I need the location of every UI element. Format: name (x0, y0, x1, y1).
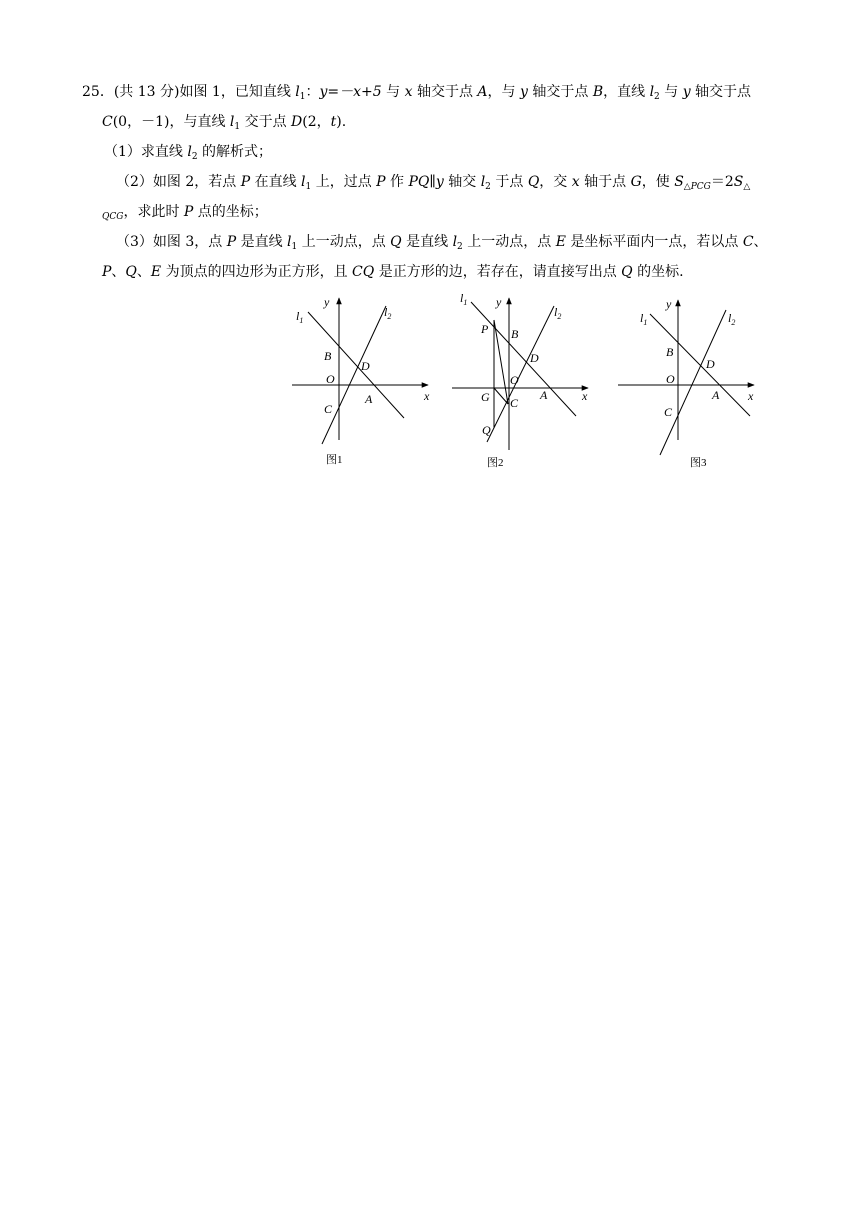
label-l1: $l_1$ (640, 311, 648, 327)
text: （3）如图 3，点 (116, 234, 227, 250)
sub-1: 1 (305, 182, 312, 192)
var-E: E (555, 234, 566, 250)
var-y: y (519, 84, 528, 100)
text: 是正方形的边，若存在，请直接写出点 (374, 264, 622, 280)
part-2-line-2 (102, 202, 268, 222)
text: 上，过点 (311, 174, 377, 190)
var-B: B (592, 84, 604, 100)
text: （2）如图 2，若点 (116, 174, 241, 190)
text: ，与 (487, 84, 520, 100)
var-G: G (630, 174, 642, 190)
label-O: O (666, 372, 675, 386)
var-l2: l (187, 144, 192, 160)
var-P: P (376, 174, 386, 190)
sub-2: 2 (457, 242, 463, 252)
var-C: C (102, 114, 113, 130)
sub-1: 1 (234, 122, 241, 132)
var-P: P (240, 174, 251, 190)
var-PQ: PQ∥y (408, 174, 444, 190)
label-D: D (361, 359, 370, 373)
label-y: y (666, 297, 672, 311)
text: 的解析式； (197, 144, 273, 160)
var-S: S (674, 174, 684, 190)
label-C: C (324, 402, 333, 416)
text: 是直线 (236, 234, 288, 250)
label-O: O (326, 372, 335, 386)
text: 于点 (490, 174, 528, 190)
question-line-2 (102, 112, 346, 132)
label-l1: $l_1$ (296, 309, 304, 325)
text: ). (336, 114, 347, 130)
part-1 (104, 142, 272, 162)
sub-triangle: △ (743, 182, 751, 192)
var-l1: l (295, 84, 300, 100)
line-l2 (487, 306, 554, 442)
var-P: P (226, 234, 237, 250)
var-l2: l (452, 234, 458, 250)
text: 、 (111, 264, 126, 280)
text: 与 (381, 84, 405, 100)
text: 轴于点 (579, 174, 631, 190)
label-A: A (712, 388, 720, 402)
var-C: C (742, 234, 754, 250)
var-y: y (682, 84, 691, 100)
sub-2: 2 (485, 182, 491, 192)
sub-2: 2 (654, 92, 660, 102)
question-number: 25 (82, 84, 100, 100)
label-x: x (748, 389, 754, 403)
label-O: O (510, 373, 519, 387)
text: 交于点 (240, 114, 292, 130)
text: 与 (659, 84, 683, 100)
text: （1）求直线 (104, 144, 188, 160)
var-l1: l (301, 174, 306, 190)
var-Q: Q (621, 264, 633, 280)
text: 轴交于点 (690, 84, 752, 100)
text: 上一动点，点 (462, 234, 556, 250)
label-P: P (481, 322, 489, 336)
label-A: A (540, 388, 548, 402)
var-D: D (291, 114, 303, 130)
part-3-line-2 (102, 262, 684, 282)
text: 、 (136, 264, 151, 280)
label-y: y (496, 295, 502, 309)
sub-1: 1 (299, 92, 306, 102)
label-B: B (511, 327, 519, 341)
var-P: P (102, 264, 112, 280)
var-S: S (733, 174, 744, 190)
text: ，交 (539, 174, 572, 190)
text: 轴交 (443, 174, 481, 190)
var-Q: Q (527, 174, 540, 190)
var-t: t (330, 114, 337, 130)
segment-PC (494, 320, 508, 404)
var-CQ: CQ (352, 264, 375, 280)
text: (2， (302, 114, 331, 130)
label-y: y (324, 295, 330, 309)
label-l2: $l_2$ (728, 311, 736, 327)
text: 点的坐标； (193, 204, 268, 220)
line-l1 (308, 312, 404, 418)
text: 上一动点，点 (297, 234, 391, 250)
text: ，使 (641, 174, 675, 190)
text: 作 (385, 174, 409, 190)
sub-2: 2 (191, 152, 198, 162)
text: 、 (753, 234, 768, 250)
label-B: B (666, 345, 674, 359)
text: 轴交于点 (412, 84, 478, 100)
equation: y=－x+5 (319, 84, 382, 100)
intro-text: 如图 1，已知直线 (179, 84, 296, 100)
text: ，直线 (603, 84, 650, 100)
label-A: A (365, 392, 373, 406)
var-l1: l (229, 114, 235, 130)
text: 轴交于点 (527, 84, 593, 100)
label-C: C (510, 396, 519, 410)
sub-1: 1 (291, 242, 298, 252)
label-l2: $l_2$ (554, 305, 562, 321)
var-Q: Q (125, 264, 137, 280)
figure-3 (618, 297, 754, 469)
text: 为顶点的四边形为正方形，且 (161, 264, 353, 280)
part-2-line-1 (116, 172, 750, 192)
var-P: P (183, 204, 194, 220)
part-3-line-1 (116, 232, 768, 252)
label-D: D (530, 351, 539, 365)
question-line-1: 25．(共 13 分)如图 1，已知直线 $l_1$：y=－x+5 与 x 轴交于点 A，与 y 轴交于点 B，直线 $l_2$ 与 y 轴交于点 (82, 84, 752, 102)
label-B: B (324, 349, 332, 363)
figures-svg (288, 290, 768, 470)
figures (288, 290, 768, 470)
text: (0，－1)，与直线 (112, 114, 230, 130)
text: 是坐标平面内一点，若以点 (565, 234, 743, 250)
label-x: x (582, 389, 588, 403)
var-l2: l (649, 84, 655, 100)
label-C: C (664, 405, 673, 419)
label-l1: $l_1$ (460, 291, 468, 307)
var-l1: l (287, 234, 292, 250)
label-D: D (706, 357, 715, 371)
label-x: x (424, 389, 430, 403)
sub-PCG: △PCG (683, 182, 711, 192)
var-x: x (404, 84, 413, 100)
var-E: E (150, 264, 162, 280)
label-l2: $l_2$ (384, 305, 392, 321)
caption-fig3: 图3 (690, 457, 707, 469)
text: 的坐标. (632, 264, 684, 280)
var-x: x (571, 174, 580, 190)
text: ＝2 (710, 174, 734, 190)
sub-QCG: QCG (102, 212, 124, 222)
question-points: (共 13 分) (113, 84, 180, 100)
var-Q: Q (390, 234, 402, 250)
figure-2 (452, 291, 588, 469)
label-G: G (481, 390, 490, 404)
var-l2: l (480, 174, 486, 190)
var-A: A (477, 84, 488, 100)
text: 是直线 (401, 234, 453, 250)
caption-fig2: 图2 (487, 457, 504, 469)
text: 在直线 (250, 174, 302, 190)
text: ，求此时 (123, 204, 184, 220)
text: ： (305, 84, 320, 100)
label-Q: Q (482, 423, 491, 437)
line-l1 (650, 314, 750, 416)
figure-1 (292, 295, 430, 466)
caption-fig1: 图1 (326, 454, 343, 466)
